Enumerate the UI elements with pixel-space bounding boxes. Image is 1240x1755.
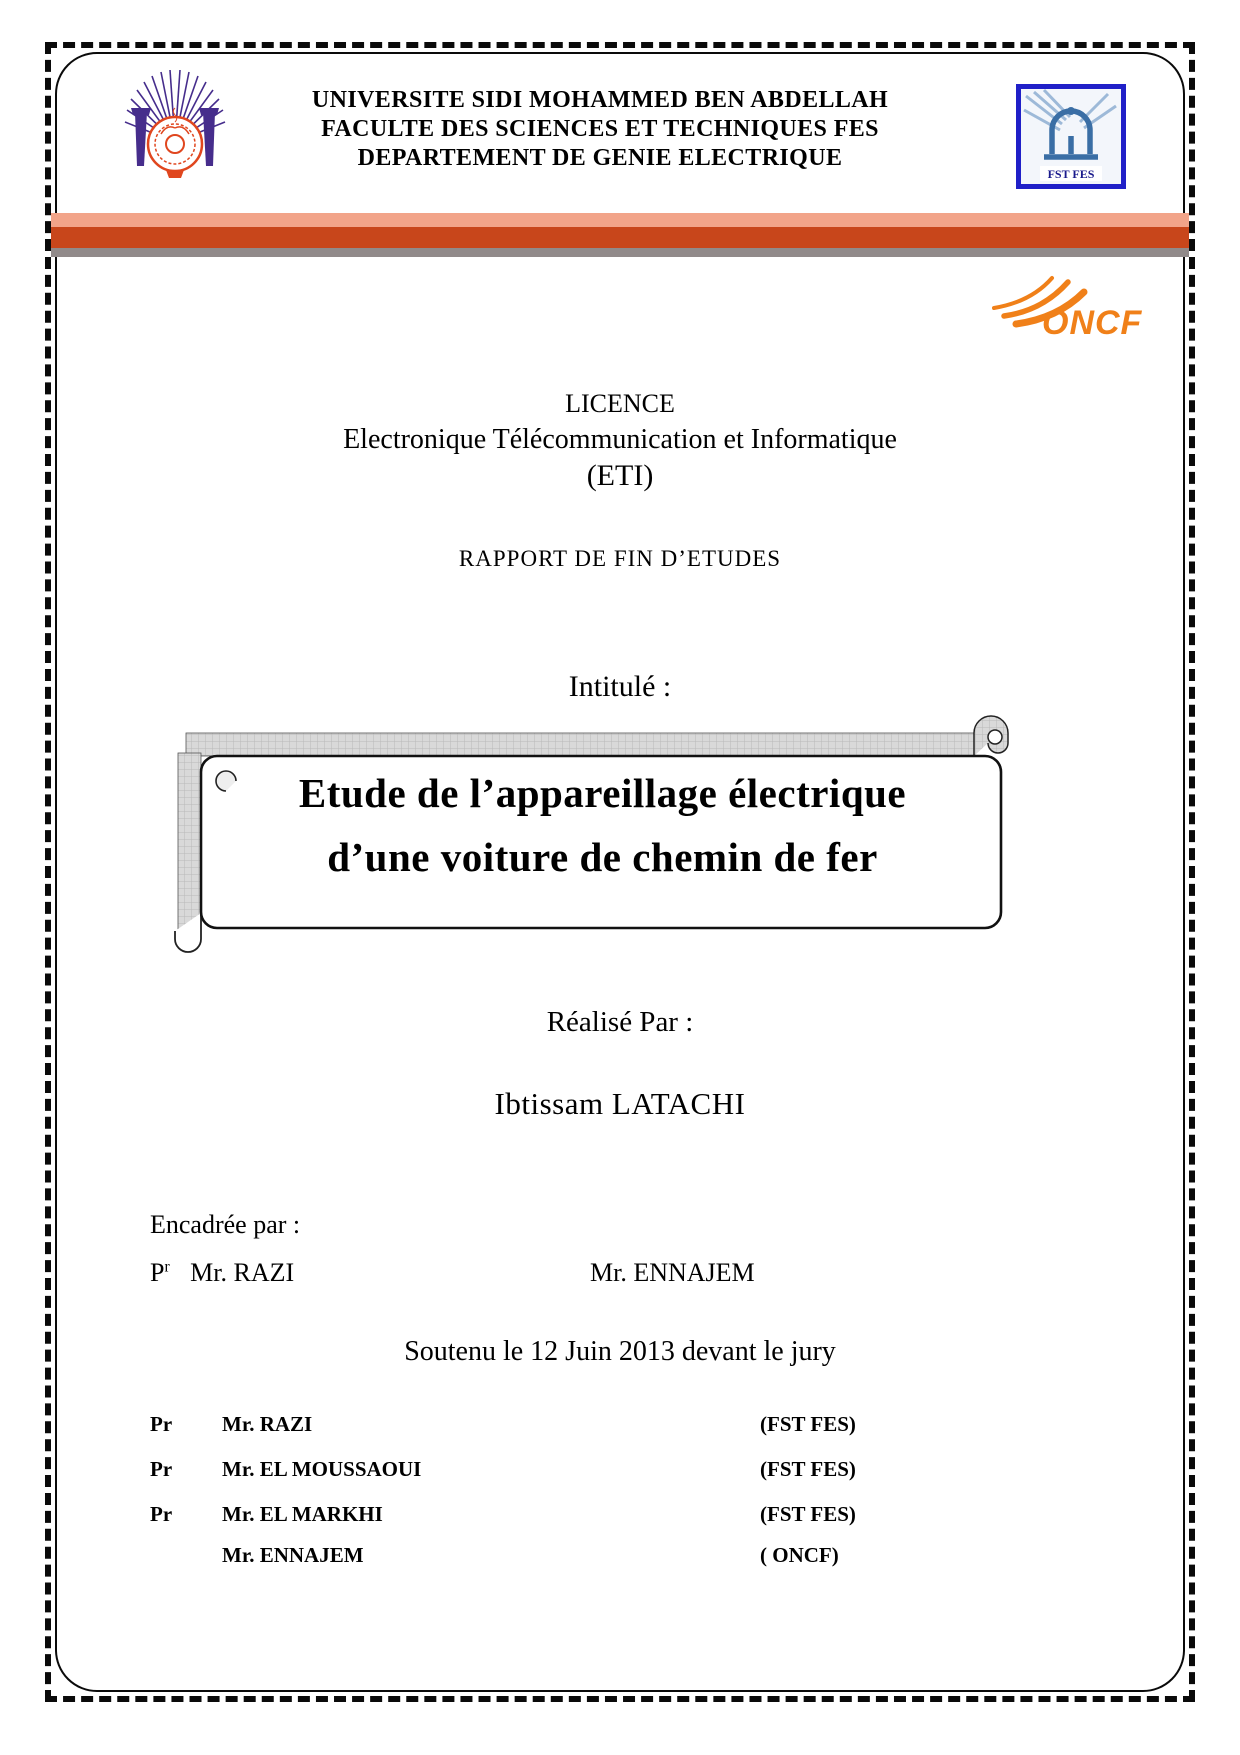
report-title-line2: d’une voiture de chemin de fer bbox=[327, 834, 878, 880]
separator-bands bbox=[51, 213, 1189, 257]
supervisor1-name: Mr. RAZI bbox=[190, 1258, 295, 1287]
fst-fes-logo-icon bbox=[1016, 84, 1126, 189]
supervisor1-title: $P^r$ bbox=[150, 1258, 170, 1287]
university-emblem-logo bbox=[113, 70, 237, 196]
title-scroll-banner bbox=[170, 713, 1035, 961]
university-emblem-icon bbox=[113, 70, 237, 196]
department-name: DEPARTEMENT DE GENIE ELECTRIQUE bbox=[357, 145, 843, 171]
fst-fes-logo bbox=[1016, 84, 1126, 189]
jury-row bbox=[150, 1543, 950, 1573]
author-label: Réalisé Par : bbox=[546, 1006, 694, 1038]
title-label: Intitulé : bbox=[568, 670, 672, 703]
supervisor2-name: Mr. ENNAJEM bbox=[590, 1258, 755, 1287]
jury-row bbox=[150, 1457, 950, 1487]
university-name: UNIVERSITE SIDI MOHAMMED BEN ABDELLAH bbox=[311, 87, 889, 113]
jury-affiliation: (FST FES) bbox=[760, 1457, 856, 1481]
institution-header bbox=[270, 86, 930, 173]
jury-row bbox=[150, 1412, 950, 1442]
band-salmon bbox=[51, 213, 1189, 227]
band-orange bbox=[51, 227, 1189, 248]
jury-title: Pr bbox=[150, 1502, 173, 1526]
jury-name: Mr. EL MARKHI bbox=[222, 1502, 383, 1526]
specialty-abbreviation: (ETI) bbox=[586, 459, 654, 492]
faculty-name: FACULTE DES SCIENCES ET TECHNIQUES FES bbox=[321, 116, 879, 142]
report-type: RAPPORT DE FIN D’ETUDES bbox=[458, 546, 782, 571]
jury-affiliation: (FST FES) bbox=[760, 1412, 856, 1436]
jury-row bbox=[150, 1502, 950, 1532]
report-title bbox=[205, 761, 1000, 889]
jury-affiliation: (FST FES) bbox=[760, 1502, 856, 1526]
fst-fes-logo-text: FST FES bbox=[1047, 167, 1095, 181]
band-gray bbox=[51, 248, 1189, 257]
supervision-label: Encadrée par : bbox=[150, 1210, 301, 1239]
jury-title: Pr bbox=[150, 1412, 173, 1436]
author-name: Ibtissam LATACHI bbox=[494, 1086, 746, 1121]
jury-name: Mr. RAZI bbox=[222, 1412, 313, 1436]
report-title-line1: Etude de l’appareillage électrique bbox=[298, 770, 907, 816]
program-block bbox=[170, 386, 1070, 494]
defense-statement: Soutenu le 12 Juin 2013 devant le jury bbox=[404, 1336, 836, 1367]
oncf-swoosh-icon bbox=[980, 268, 1160, 344]
oncf-logo-text: ONCF bbox=[1042, 304, 1143, 342]
jury-affiliation: ( ONCF) bbox=[760, 1543, 839, 1567]
supervisors-row bbox=[150, 1258, 1090, 1288]
jury-name: Mr. EL MOUSSAOUI bbox=[222, 1457, 422, 1481]
oncf-logo bbox=[980, 268, 1160, 344]
specialty-name: Electronique Télécommunication et Informatique bbox=[343, 424, 897, 455]
degree-name: LICENCE bbox=[565, 389, 675, 418]
jury-title: Pr bbox=[150, 1457, 173, 1481]
jury-name: Mr. ENNAJEM bbox=[222, 1543, 364, 1567]
